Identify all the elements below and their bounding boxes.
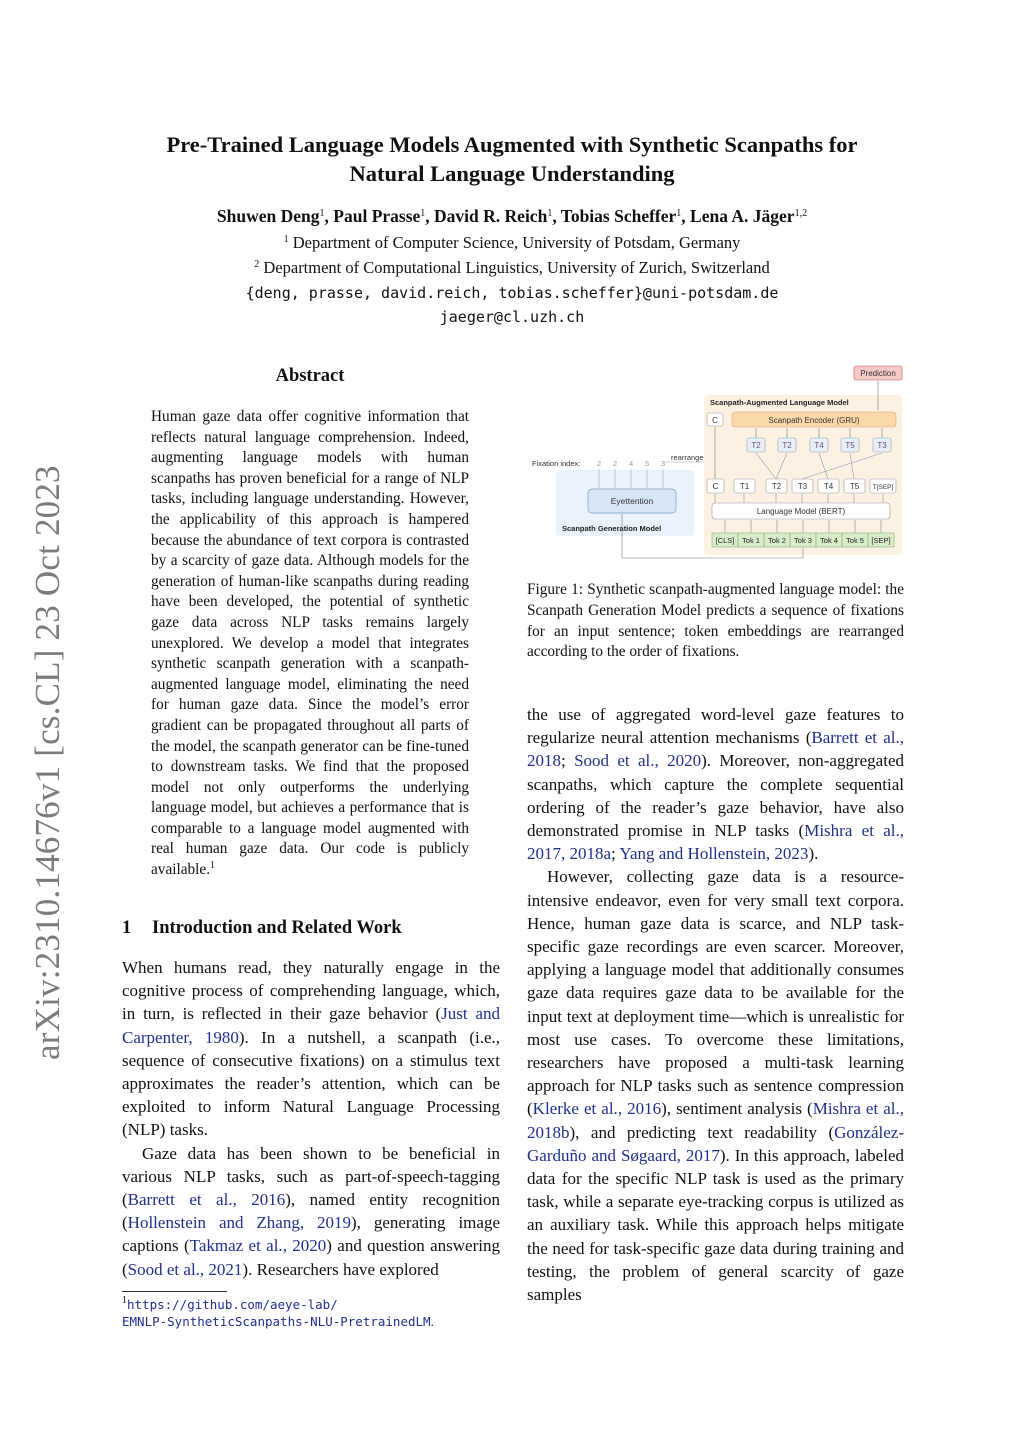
text-run: ). Researchers have explored [242,1259,439,1279]
token-label: T4 [823,482,834,491]
text-run: When humans read, they naturally engage in the cognitive process of comprehending language, which, in turn, is reflected in their gaze behavior ( [122,958,500,1024]
text-run: ). In this approach, labeled data for the specific NLP task is used as the primary task, while a separate eye-tracking corpus is utilized as an auxiliary task. While this approach helps mitigate the need for task-specific gaze data during training and testing, the problem of general scarcity of gaze samples [527,1145,904,1305]
citation-year: 2019 [317,1213,351,1233]
text-run: ), sentiment analysis ( [661,1099,813,1119]
fixation-index-label: Fixation index: [532,459,581,468]
section-title: Introduction and Related Work [152,918,402,938]
section-heading [122,918,402,939]
affiliation-sup: 1 [283,234,289,245]
citation-link[interactable]: Takmaz et al., 2020 [189,1236,327,1256]
token-label: [CLS] [715,536,735,545]
citation-author: Mishra et al. [804,821,900,841]
token-label: C [712,482,719,491]
intro-paragraph-1 [122,956,500,1142]
citation-year: 2016 [251,1190,286,1210]
author-name: Shuwen Deng [216,206,320,226]
author-name: Paul Prasse [333,206,421,226]
token-label: T2 [751,441,761,450]
text-run: ) and question answering ( [122,1236,500,1279]
paper-title [100,130,924,188]
abstract-body [151,407,469,881]
footnote-url-line-1[interactable]: https://github.com/aeye-lab/ [127,1297,338,1312]
footnote-url-line-2[interactable]: EMNLP-SyntheticScanpaths-NLU-PretrainedLM [122,1314,431,1329]
author-sup: 1 [676,208,682,219]
author-sup: 1 [319,208,325,219]
text-run: ). Moreover, non-aggregated scanpaths, which capture the complete sequential ordering of the reader’s gaze behavior, have also demonstrated promise in NLP tasks ( [527,751,904,841]
prediction-label: Prediction [860,369,896,378]
email-line-2: jaeger@cl.uzh.ch [439,308,585,326]
text-run: Gaze data has been shown to be beneficial in various NLP tasks, such as part-of-speech-tagging ( [122,1143,500,1210]
text-run: ). [808,844,819,864]
author-sup: 1,2 [794,208,808,219]
token-label: Tok 1 [742,536,760,545]
citation-link[interactable]: Hollenstein and Zhang, 2019 [127,1213,351,1233]
token-label: T2 [782,441,792,450]
token-label: Tok 3 [794,536,812,545]
citation-link[interactable]: Klerke et al., 2016 [532,1099,662,1119]
token-label: T5 [845,441,855,450]
citation-link[interactable]: Just and Carpenter, 1980 [122,1004,501,1047]
figure-caption: Figure 1: Synthetic scanpath-augmented language model: the Scanpath Generation Model predicts a sequence of fixations for an input sentence; token embeddings are rearranged according to the order of fixations. [527,581,904,661]
token-label: Tok 2 [768,536,786,545]
citation-author: Just and Carpenter [122,1004,501,1047]
footnote-rule [122,1291,227,1292]
fixation-index: 5 [645,459,650,468]
token-label: T[SEP] [872,484,894,491]
intro-paragraph-2 [122,1142,500,1281]
citation-author: Barrett et al. [811,728,900,748]
author-name: Tobias Scheffer [560,206,677,226]
affiliation-1 [60,233,964,253]
citation-author: Hollenstein and Zhang [127,1213,300,1233]
author-sup: 1 [420,208,426,219]
footnote-number: 1 [122,1295,127,1306]
citation-year: 1980 [204,1027,239,1047]
text-run: ), and predicting text readability ( [569,1122,835,1142]
fixation-index: 3 [661,459,666,468]
token-label: T3 [877,441,887,450]
token-label: T3 [797,482,808,491]
scanpath-encoder-label: Scanpath Encoder (GRU) [768,416,860,425]
input-token-row [712,533,894,547]
author-list: Shuwen Deng$^1$, Paul Prasse$^1$, David R. Reich$^1$, Tobias Scheffer$^1$, Lena A. Jäger$^{1,2}$ [216,206,808,226]
citation-link[interactable]: Mishra et al., 2017, 2018a [527,821,904,864]
right-paragraph-2 [527,865,904,1306]
token-label: T1 [739,482,750,491]
fixation-index: 2 [613,459,618,468]
affiliation-text: Department of Computational Linguistics, University of Zurich, Switzerland [263,258,770,277]
salm-title: Scanpath-Augmented Language Model [710,398,849,407]
affiliation-2 [60,258,964,278]
author-name: David R. Reich [434,206,548,226]
token-label: Tok 4 [820,536,838,545]
intro-column-right [527,703,904,1306]
c-token-label: C [712,416,718,425]
citation-author: Sood et al. [574,751,655,771]
citation-link[interactable]: Mishra et al., 2018b [527,1099,904,1142]
citation-author: Klerke et al. [532,1099,618,1119]
text-run: ), generating image captions ( [122,1213,500,1256]
title-line-1: Pre-Trained Language Models Augmented with Synthetic Scanpaths for [166,132,858,157]
citation-author: Takmaz et al. [189,1236,283,1256]
email-line-1: {deng, prasse, david.reich, tobias.scheffer}@uni-potsdam.de [245,284,779,302]
figure-diagram [526,362,906,562]
text-run: ). In a nutshell, a scanpath (i.e., sequence of consecutive fixations) on a stimulus text approximates the reader’s attention, which can be exploited to inform Natural Language Processing (NLP) tasks. [122,1027,501,1140]
citation-link[interactable]: Sood et al., 2021 [127,1259,243,1279]
footnote-marker[interactable]: 1 [210,860,216,872]
citation-year: 2020 [292,1236,327,1256]
token-label: Tok 5 [846,536,864,545]
citation-year: 2016 [627,1099,662,1119]
citation-year: 2017, 2018a [527,844,612,864]
citation-link[interactable]: Barrett et al., 2018 [527,728,904,771]
token-label: T4 [814,441,824,450]
text-run: However, collecting gaze data is a resource-intensive endeavor, even for very small text corpora. Hence, human gaze data is scarce, and NLP task-specific gaze recordings are even scarcer. Moreover, applying a language model that additionally consumes gaze data requires gaze data to be available for the input text at deployment time—which is unrealistic for most use cases. To overcome these limitations, researchers have proposed a multi-task learning approach for NLP tasks such as sentence compression ( [527,867,904,1119]
title-line-2: Natural Language Understanding [349,161,675,186]
author-name: Lena A. Jäger [690,206,795,226]
fixation-index: 2 [597,459,602,468]
citation-link[interactable]: Sood et al., 2020 [574,751,702,771]
token-label: [SEP] [871,536,891,545]
citation-author: Sood et al. [127,1259,200,1279]
text-run: the use of aggregated word-level gaze features to regularize neural attention mechanisms ( [527,705,904,748]
text-run: . [430,1314,434,1329]
right-paragraph-1: the use of aggregated word-level gaze features to regularize neural attention mechanisms (Barrett et al., 2018; Sood et al., 2020). Moreover, non-aggregated scanpaths, which capture the complete sequential ordering of the reader’s gaze behavior, have also demonstrated promise in NLP tasks (Mishra et al., 2017, 2018a; Yang and Hollenstein, 2023). [527,705,904,864]
text-run: ), named entity recognition ( [122,1190,500,1233]
eyettention-label: Eyettention [610,496,654,506]
citation-year: 2021 [208,1259,243,1279]
citation-year: 2018b [527,1122,570,1142]
citation-author: Barrett et al. [127,1190,233,1210]
citation-link[interactable]: González-Garduño and Søgaard, 2017 [527,1122,904,1165]
citation-year: 2018 [527,751,561,771]
affiliation-text: Department of Computer Science, University of Potsdam, Germany [292,233,741,252]
section-number: 1 [122,918,132,938]
intro-column-left [122,956,500,1281]
language-model-label: Language Model (BERT) [756,507,846,516]
abstract-heading: Abstract [275,366,345,386]
citation-author: Mishra et al. [812,1099,900,1119]
sgm-title: Scanpath Generation Model [562,524,662,533]
arxiv-stamp: arXiv:2310.14676v1 [cs.CL] 23 Oct 2023 [28,465,67,1060]
author-sup: 1 [547,208,553,219]
token-label: T2 [771,482,782,491]
citation-link[interactable]: Yang and Hollenstein, 2023 [619,844,809,864]
abstract-text: Human gaze data offer cognitive information that reflects natural language comprehension. Indeed, augmenting language models with human scanpaths has proven beneficial for a range of NLP tasks, including language understanding. However, the applicability of this approach is hampered because the abundance of text corpora is contrasted by a scarcity of gaze data. Although models for the generation of human-like scanpaths during reading have been developed, the potential of synthetic gaze data across NLP tasks remains largely unexplored. We develop a model that integrates synthetic scanpath generation with a scanpath-augmented language model, eliminating the need for human gaze data. Since the model’s error gradient can be propagated throughout all parts of the model, the scanpath generator can be fine-tuned to downstream tasks. We find that the proposed model not only outperforms the underlying language model, but achieves a performance that is comparable to a language model augmented with real human gaze data. Our code is publicly available. [151,408,469,879]
affiliation-sup: 2 [254,259,260,270]
rearrange-label: rearrange [671,453,704,462]
fixation-index-values [597,459,665,468]
fixation-index: 4 [629,459,634,468]
citation-link[interactable]: Barrett et al., 2016 [127,1190,286,1210]
citation-year: 2020 [667,751,702,771]
token-label: T5 [849,482,860,491]
footnote [122,1296,502,1330]
